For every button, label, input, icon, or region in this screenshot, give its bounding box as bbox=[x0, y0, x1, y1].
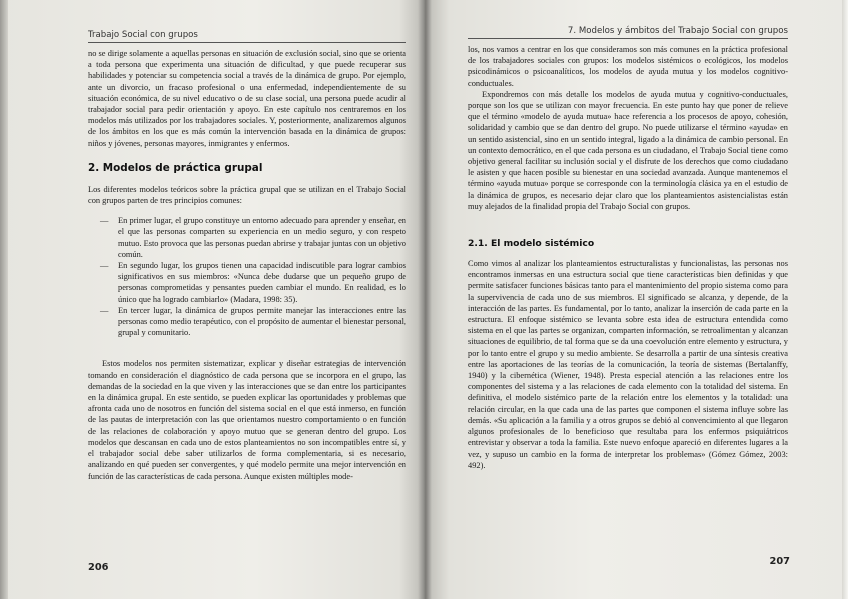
section-heading: 2. Modelos de práctica grupal bbox=[88, 161, 263, 174]
paragraph: Expondremos con más detalle los modelos de ayuda mutua y cognitivo-conductuales, porque son los que se utilizan con mayor frecuencia. En este punto hay que poner de relieve que el término «modelo de ayuda mutua» hace referencia a los procesos de apoyo, cohesión, solidaridad y cambio que se dan dentro del grupo. No puede utilizarse el término «ayuda» en un sentido asistencial, sino en un sentido integral, ligado a la dinámica de cambio personal. En un contexto democrático, en el que cada persona es un ciudadano, el Trabajo Social tiene como objetivo general facilitar su inclusión social y el disfrute de los derechos que como ciudadano le asisten y que hacen posible su bienestar en una sociedad avanzada. Aunque mantenemos el término «ayuda mutua» porque se corresponde con la terminología clásica ya en el estudio de la dinámica de grupos, es necesario dejar claro que los planteamientos asistencialistas están muy alejados de la finalidad propia del Trabajo Social con grupos. bbox=[468, 89, 788, 211]
running-head-left: Trabajo Social con grupos bbox=[88, 30, 406, 43]
list-item: — En tercer lugar, la dinámica de grupos permite manejar las interacciones entre las personas como medio terapéutico, con el propósito de aumentar el bienestar personal, grupal y comunitario. bbox=[118, 305, 406, 339]
list-item: — En segundo lugar, los grupos tienen una capacidad indiscutible para lograr cambios significativos en sus miembros: «Nunca debe dudarse que un pequeño grupo de personas comprometidas y pensantes pueden cambiar el mundo. En realidad, es lo único que ha logrado cambiarlo» (Madara, 1998: 35). bbox=[118, 260, 406, 305]
book-gutter bbox=[418, 0, 432, 599]
paragraph: Estos modelos nos permiten sistematizar, explicar y diseñar estrategias de intervención tomando en consideración el diagnóstico de cada persona que se incorpora en el grupo, las demandas de la sociedad en la que viven y las interacciones que se dan entre los participantes en la dinámica grupal. En este sentido, se pueden explicar las oportunidades y problemas que afronta cada uno de nosotros en función del sistema social en el que está inmerso, en función de las pautas de interpretación con las que orientamos nuestro comportamiento o en función de las relaciones de colaboración y apoyo mutuo que se generan dentro del grupo. Los modelos que descansan en cada uno de estos planteamientos no son incompatibles entre sí, y el trabajador social debe saber utilizarlos de forma complementaria, si es necesario, analizando en qué pueden ser convergentes, y qué modelo permite una mejor intervención en función de las características de cada persona. Aunque existen múltiples mode- bbox=[88, 359, 406, 481]
right-page bbox=[424, 0, 848, 599]
page-edge bbox=[842, 0, 848, 599]
paragraph: no se dirige solamente a aquellas personas en situación de exclusión social, sino que se orienta a toda persona que experimenta una situación de dificultad, y que puede recuperar sus habilidades y potenciar su competencia social a través de la dinámica de grupo. Por ejemplo, ante un divorcio, un fracaso profesional o una enfermedad, independientemente de su situación económica, de su nivel educativo o de su clase social, una persona puede acudir al trabajador social para pedir orientación y apoyo. En este capítulo nos centraremos en los modelos más utilizados por los trabajadores sociales. Y, posteriormente, analizaremos algunos de los ámbitos en los que es más común la intervención basada en la dinámica de grupos: niños y jóvenes, personas mayores, inmigrantes y enfermos. bbox=[88, 49, 406, 148]
running-head-right: 7. Modelos y ámbitos del Trabajo Social con grupos bbox=[468, 26, 788, 39]
paragraph: Como vimos al analizar los planteamientos estructuralistas y funcionalistas, las personas nos encontramos inmersas en una estructura social que tiene características bien definidas y que permite satisfacer funciones básicas tanto para el mantenimiento del propio sistema como para la supervivencia de cada uno de sus miembros. El significado se alcanza, y depende, de la interacción de las partes. Es fundamental, por lo tanto, analizar la inserción de cada parte en la estructura. El enfoque sistémico se levanta sobre esta idea de estructura entendida como sistema en el que las partes se organizan, comparten información, se retroalimentan y alcanzan situaciones de equilibrio, de tal forma que se da una coevolución entre elemento y estructura, y por lo tanto entre el grupo y su medio ambiente. Se desarrolla a partir de una síntesis creativa entre las aportaciones de las teorías de la comunicación, la teoría de sistemas (Bertalanffy, 1940) y la cibernética (Wiener, 1948). Presta especial atención a las relaciones entre los componentes del sistema y a las relaciones de cada elemento con la totalidad del sistema. En definitiva, el modelo sistémico parte de la relación entre los elementos y la totalidad: una relación circular, en la que cada una de las partes que componen el sistema influye sobre las demás. «Su aplicación a la familia y a otros grupos se debió al convencimiento al que llegaron algunos profesionales de lo beneficioso que resultaba para los enfermos psiquiátricos entrevistar y observar a toda la familia. Este nuevo enfoque apareció en diferentes lugares a la vez, y supuso un cambio en la forma de interpretar los problemas» (Gómez Gómez, 2003: 492). bbox=[468, 259, 788, 470]
spacer bbox=[88, 347, 406, 358]
page-number-left: 206 bbox=[88, 562, 109, 573]
list-item: — En primer lugar, el grupo constituye un entorno adecuado para aprender y enseñar, en el que las personas comparten su experiencia en un medio seguro, y con respeto mutuo. Esto provoca que las personas puedan abrirse y trabajar juntas con un objetivo común. bbox=[118, 215, 406, 260]
paragraph: los, nos vamos a centrar en los que consideramos son más comunes en la práctica profesional de los trabajadores sociales con grupos: los modelos sistémicos o ecológicos, los modelos psicodinámicos o psicoanalíticos, los modelos de ayuda mutua y los modelos cognitivo-conductuales. bbox=[468, 45, 788, 88]
principles-list bbox=[88, 215, 406, 338]
left-page-content bbox=[88, 30, 406, 482]
page-edge bbox=[0, 0, 8, 599]
paragraph: Los diferentes modelos teóricos sobre la práctica grupal que se utilizan en el Trabajo Social con grupos parten de tres principios comunes: bbox=[88, 184, 406, 206]
right-page-content bbox=[468, 26, 788, 471]
page-number-right: 207 bbox=[769, 556, 790, 567]
subsection-heading: 2.1. El modelo sistémico bbox=[468, 238, 595, 250]
